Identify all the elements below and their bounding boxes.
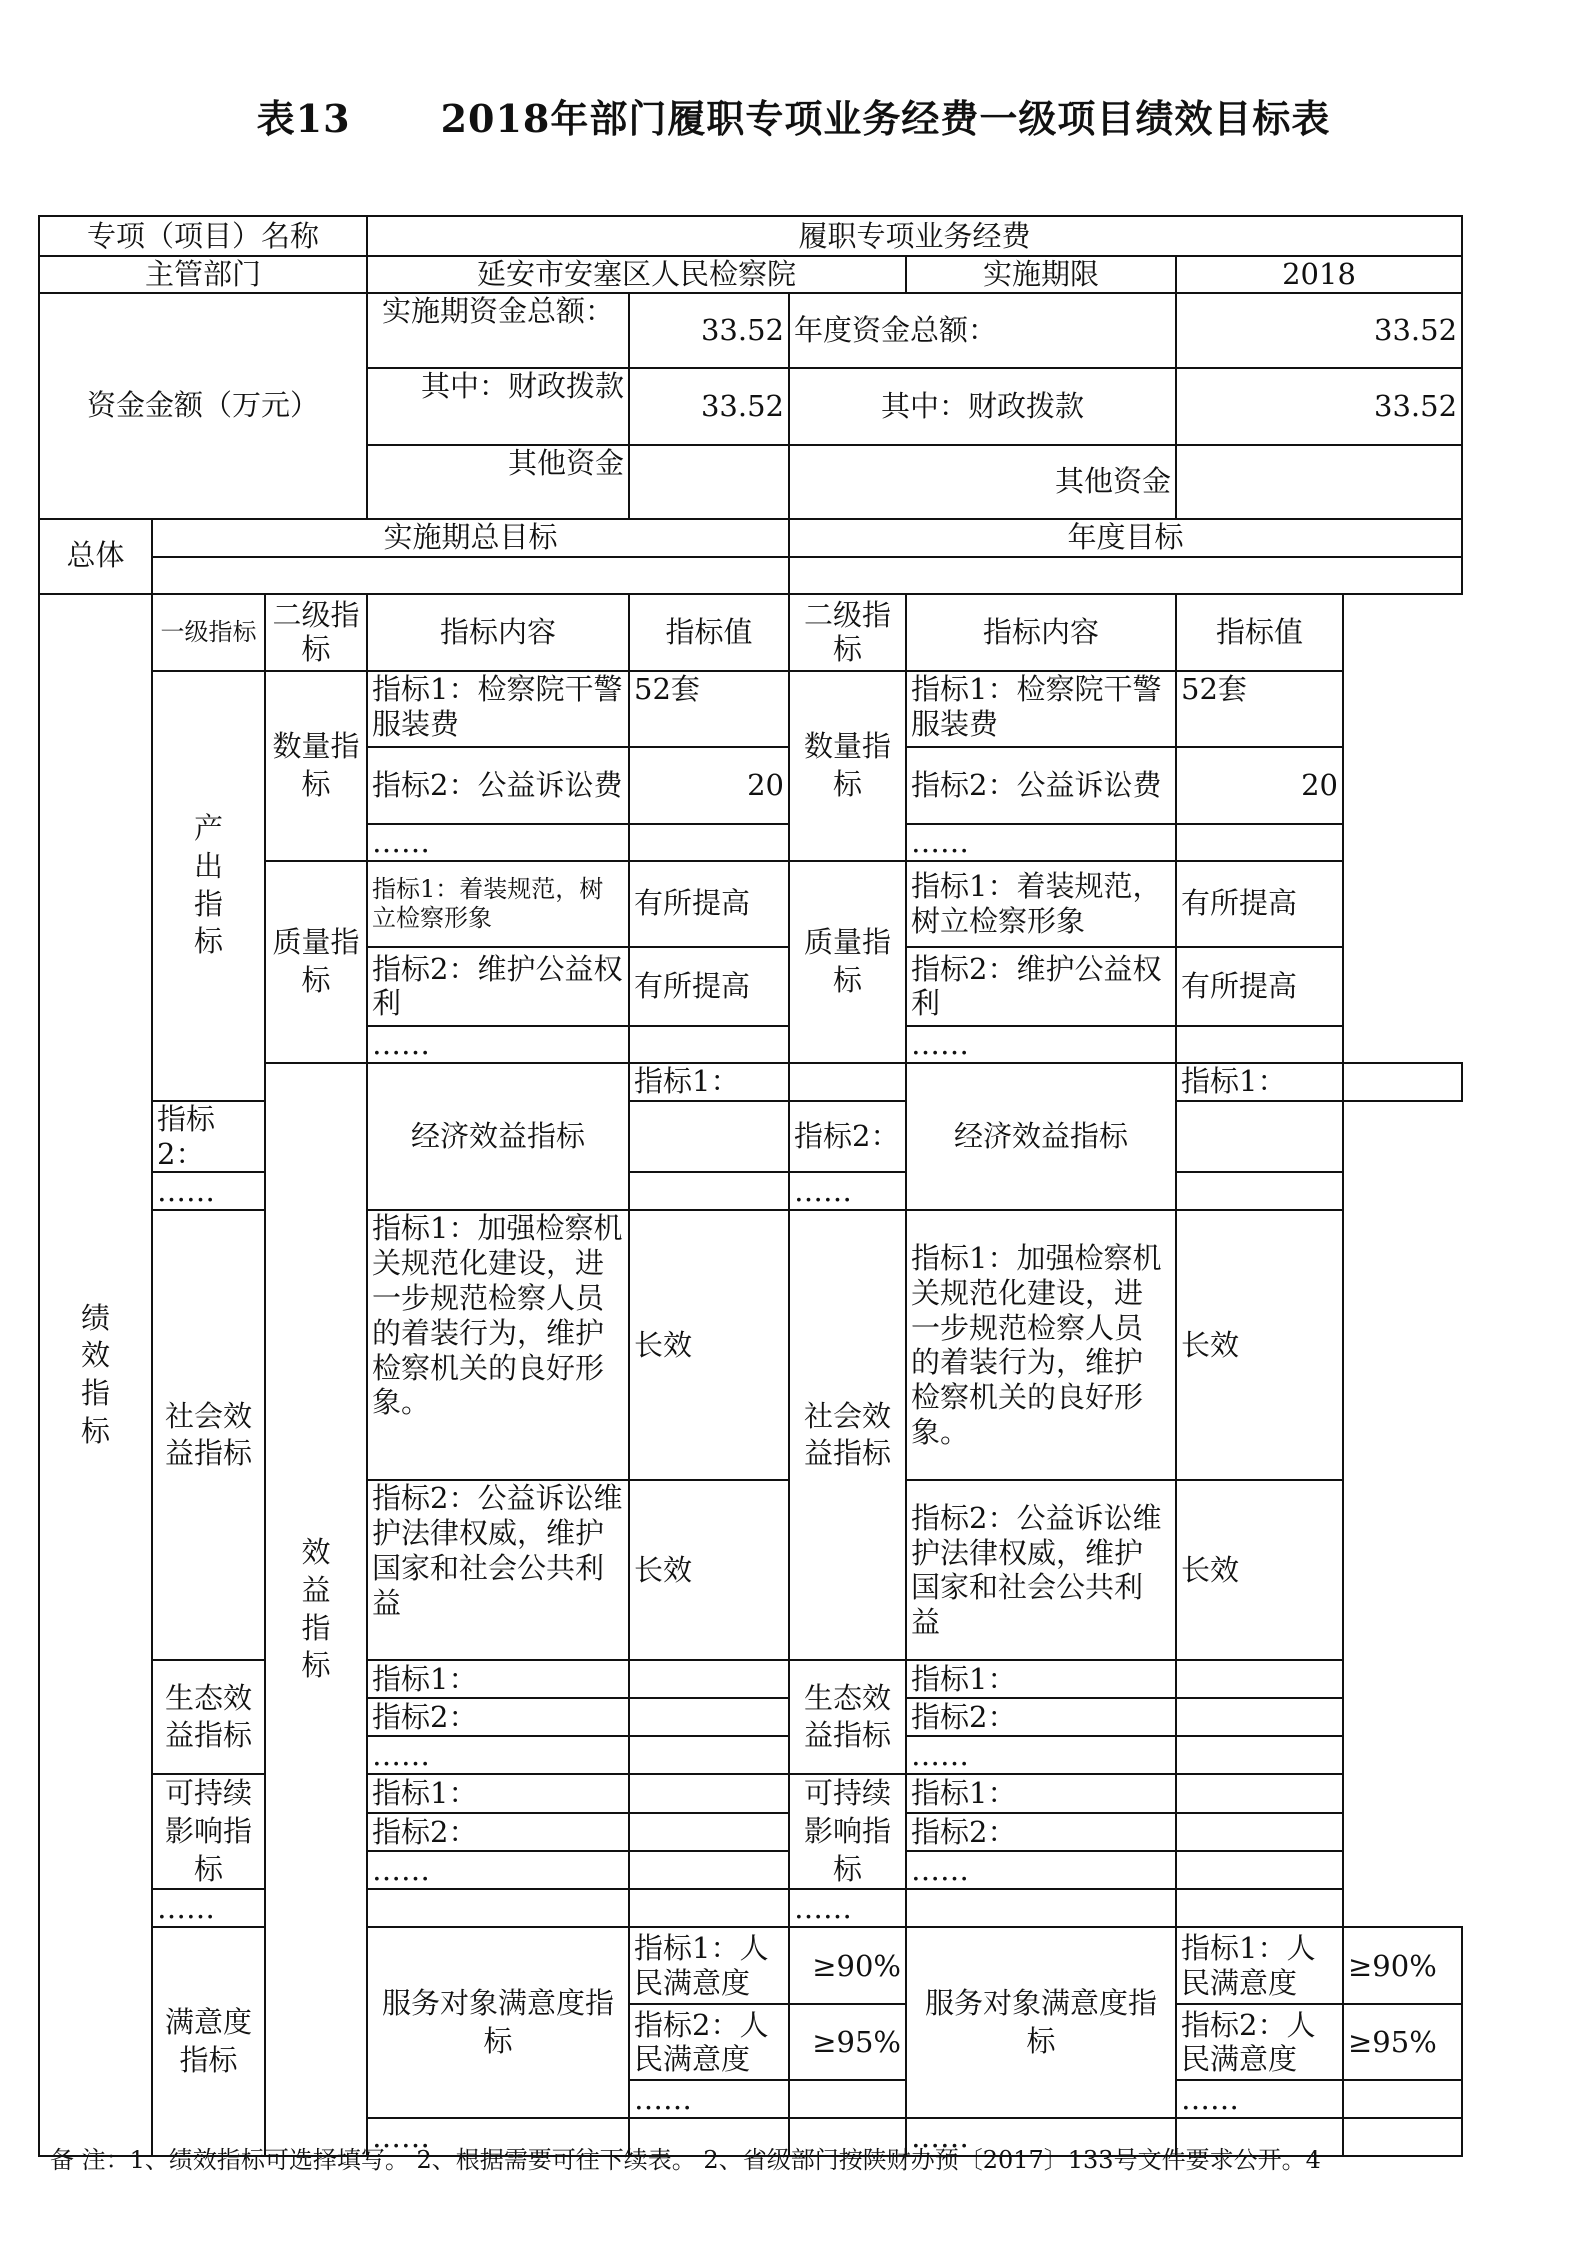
u-more-annual: …… [906,1851,1176,1889]
q-more: …… [367,824,629,861]
m1-val-annual: ≥90% [1343,1927,1462,2004]
h-content: 指标内容 [367,594,629,671]
m1-annual: 指标1：人民满意度 [1176,1927,1343,2004]
sustain-label-annual: 可持续影响指标 [789,1774,906,1889]
q1: 指标1：检察院干警服装费 [367,671,629,747]
benefit-more-annual: …… [789,1889,906,1927]
m2-val-annual: ≥95% [1343,2004,1462,2080]
eco-label: 生态效益指标 [152,1660,265,1774]
e1: 指标1： [629,1063,789,1101]
s2: 指标2：公益诉讼维护法律权威，维护国家和社会公共利益 [367,1480,629,1660]
ql1-annual: 指标1：着装规范，树立检察形象 [906,861,1176,947]
s1-val-annual: 长效 [1176,1210,1343,1480]
u2: 指标2： [367,1813,629,1851]
satisfaction-label: 满意度指标 [152,1927,265,2156]
ql1-val-annual: 有所提高 [1176,861,1343,947]
ql-more: …… [367,1026,629,1063]
satisfaction-more: …… [367,2118,629,2156]
m2: 指标2：人民满意度 [629,2004,789,2080]
output-label: 产出指标 [152,671,265,1101]
s1: 指标1：加强检察机关规范化建设，进一步规范检察人员的着装行为，维护检察机关的良好形象。 [367,1210,629,1480]
overall-label: 总体 [39,519,152,594]
project-name-label: 专项（项目）名称 [39,216,367,256]
g2: 指标2： [367,1698,629,1736]
u2-annual: 指标2： [906,1813,1176,1851]
h-value: 指标值 [629,594,789,671]
ql2: 指标2：维护公益权利 [367,947,629,1026]
e-more: …… [152,1172,265,1210]
quantity-label-annual: 数量指标 [789,671,906,861]
satisfaction-more-annual: …… [906,2118,1176,2156]
g2-annual: 指标2： [906,1698,1176,1736]
total-label: 实施期资金总额： [367,293,629,368]
annual-goal [789,557,1462,594]
ql2-val-annual: 有所提高 [1176,947,1343,1026]
performance-table [38,215,1463,2157]
table-number: 表13 [256,96,351,141]
quality-label-annual: 质量指标 [789,861,906,1063]
dept: 延安市安塞区人民检察院 [367,256,906,293]
s2-val: 长效 [629,1480,789,1660]
ql1: 指标1：着装规范，树立检察形象 [367,861,629,947]
period: 2018 [1176,256,1462,293]
table-title: 2018年部门履职专项业务经费一级项目绩效目标表 [440,96,1331,141]
m2-annual: 指标2：人民满意度 [1176,2004,1343,2080]
quality-label: 质量指标 [265,861,367,1063]
g1: 指标1： [367,1660,629,1698]
sustain-label: 可持续影响指标 [152,1774,265,1889]
funds-label: 资金金额（万元） [39,293,367,519]
period-goal-label: 实施期总目标 [152,519,789,557]
period-goal [152,557,789,594]
g-more-annual: …… [906,1736,1176,1774]
g1-annual: 指标1： [906,1660,1176,1698]
m1-val: ≥90% [789,1927,906,2004]
m2-val: ≥95% [789,2004,906,2080]
q2-val-annual: 20 [1176,747,1343,824]
economic-label: 经济效益指标 [367,1063,629,1211]
ql1-val: 有所提高 [629,861,789,947]
fiscal-label: 其中：财政拨款 [367,368,629,445]
q2-annual: 指标2：公益诉讼费 [906,747,1176,824]
h-content-annual: 指标内容 [906,594,1176,671]
q1-annual: 指标1：检察院干警服装费 [906,671,1176,747]
period-label: 实施期限 [906,256,1176,293]
q2: 指标2：公益诉讼费 [367,747,629,824]
ql-more-annual: …… [906,1026,1176,1063]
total-value: 33.52 [629,293,789,368]
dept-label: 主管部门 [39,256,367,293]
other-label: 其他资金 [367,445,629,519]
social-label-annual: 社会效益指标 [789,1210,906,1660]
m1: 指标1：人民满意度 [629,1927,789,2004]
annual-total-label: 年度资金总额： [789,293,1176,368]
social-label: 社会效益指标 [152,1210,265,1660]
u1: 指标1： [367,1774,629,1812]
eco-label-annual: 生态效益指标 [789,1660,906,1774]
project-name: 履职专项业务经费 [367,216,1462,256]
s1-val: 长效 [629,1210,789,1480]
h-level2-annual: 二级指标 [789,594,906,671]
annual-other-value [1176,445,1462,519]
ql2-val: 有所提高 [629,947,789,1026]
page-title [0,88,1587,143]
annual-other-label: 其他资金 [789,445,1176,519]
fiscal-value: 33.52 [629,368,789,445]
perf-label: 绩效指标 [39,594,152,2157]
q1-val-annual: 52套 [1176,671,1343,747]
e2-annual: 指标2： [789,1101,906,1173]
benefit-label: 效益指标 [265,1063,367,2157]
q-more-annual: …… [906,824,1176,861]
q1-val: 52套 [629,671,789,747]
h-level2: 二级指标 [265,594,367,671]
other-value [629,445,789,519]
annual-fiscal-value: 33.52 [1176,368,1462,445]
s2-val-annual: 长效 [1176,1480,1343,1660]
g-more: …… [367,1736,629,1774]
e2: 指标2： [152,1101,265,1173]
m-more-annual: …… [1176,2080,1343,2118]
s1-annual: 指标1：加强检察机关规范化建设，进一步规范检察人员的着装行为，维护检察机关的良好形象。 [906,1210,1176,1480]
annual-goal-label: 年度目标 [789,519,1462,557]
benefit-more: …… [152,1889,265,1927]
service-label-annual: 服务对象满意度指标 [906,1927,1176,2118]
u-more: …… [367,1851,629,1889]
u1-annual: 指标1： [906,1774,1176,1812]
ql2-annual: 指标2：维护公益权利 [906,947,1176,1026]
m-more: …… [629,2080,789,2118]
h-value-annual: 指标值 [1176,594,1343,671]
service-label: 服务对象满意度指标 [367,1927,629,2118]
quantity-label: 数量指标 [265,671,367,861]
footnote: 备 注：1、绩效指标可选择填写。 2、根据需要可往下续表。 2、省级部门按陕财办预〔2017〕133号文件要求公开。4 [50,2146,1321,2174]
annual-fiscal-label: 其中：财政拨款 [789,368,1176,445]
annual-total-value: 33.52 [1176,293,1462,368]
e1-annual: 指标1： [1176,1063,1343,1101]
e-more-annual: …… [789,1172,906,1210]
q2-val: 20 [629,747,789,824]
h-level1: 一级指标 [152,594,265,671]
economic-label-annual: 经济效益指标 [906,1063,1176,1211]
s2-annual: 指标2：公益诉讼维护法律权威，维护国家和社会公共利益 [906,1480,1176,1660]
